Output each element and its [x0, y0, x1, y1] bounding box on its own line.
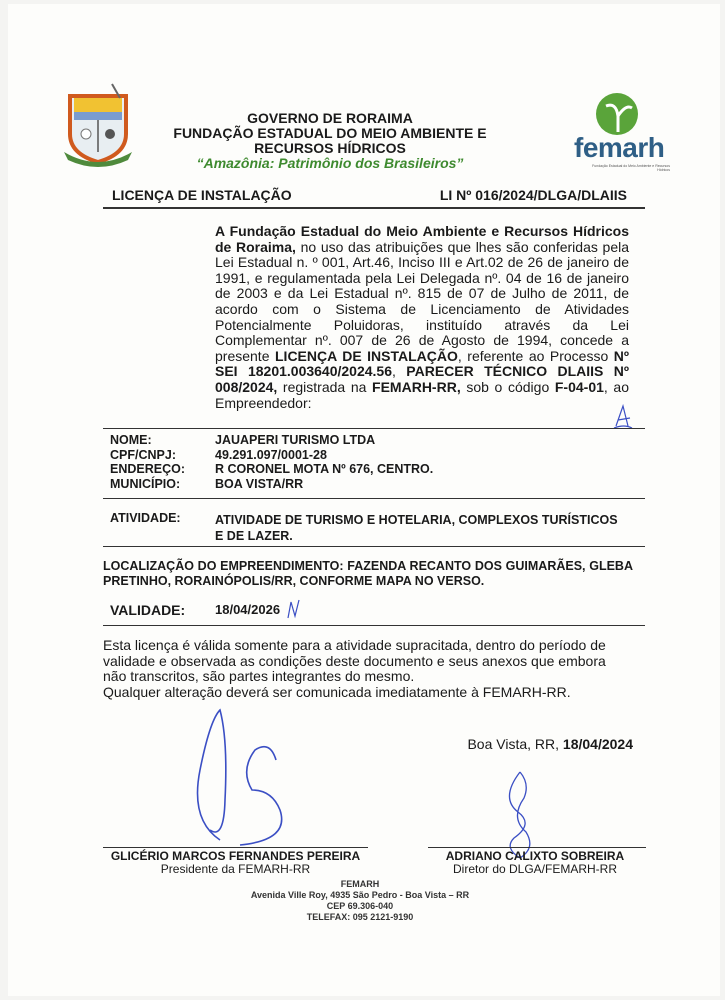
activity-line: ATIVIDADE DE TURISMO E HOTELARIA, COMPLEXOS TURÍSTICOS: [215, 513, 618, 527]
closing-paragraph: Qualquer alteração deverá ser comunicada imediatamente à FEMARH-RR.: [103, 683, 571, 700]
paragraph-segment: F-04-01: [554, 378, 604, 395]
femarh-leaf-icon: [592, 92, 642, 136]
paragraph-segment: LICENÇA DE INSTALAÇÃO: [275, 347, 458, 364]
activity-label: ATIVIDADE:: [110, 511, 181, 525]
activity-value: [215, 512, 618, 544]
director-name: ADRIANO CALIXTO SOBREIRA: [445, 849, 625, 863]
paragraph-segment: , ao Empreendedor:: [215, 378, 630, 411]
footer-cep: CEP 69.306-040: [326, 901, 394, 911]
place: Boa Vista, RR,: [467, 736, 563, 752]
header-government: GOVERNO DE RORAIMA: [247, 110, 413, 126]
footer-phone: TELEFAX: 095 2121-9190: [306, 912, 414, 922]
signature-line: [103, 847, 368, 848]
divider: [103, 428, 645, 429]
paragraph-segment: PARECER TÉCNICO DLAIIS Nº 008/2024,: [215, 363, 630, 395]
paragraph-segment: , referente ao Processo: [457, 347, 614, 364]
document-number: LI Nº 016/2024/DLGA/DLAIIS: [439, 187, 627, 203]
signature-line: [428, 847, 646, 848]
roraima-coat-of-arms-logo: [62, 82, 134, 170]
closing-paragraph: Esta licença é válida somente para a atividade supracitada, dentro do período de validade e observada as condições deste documento e seus anexos que embora não transcritos, são partes integrantes do mesmo.: [103, 637, 606, 685]
paragraph-segment: FEMARH-RR,: [372, 378, 461, 395]
location: LOCALIZAÇÃO DO EMPREENDIMENTO: FAZENDA RECANTO DOS GUIMARÃES, GLEBA PRETINHO, RORAINÓPOLIS/RR, CONFORME MAPA NO VERSO.: [103, 559, 633, 588]
paragraph-segment: sob o código: [460, 378, 555, 395]
field-value: 49.291.097/0001-28: [215, 447, 327, 462]
president-name: GLICÉRIO MARCOS FERNANDES PEREIRA: [110, 849, 361, 863]
field-label: CPF/CNPJ:: [110, 447, 176, 462]
divider: [103, 207, 645, 209]
field-label: ENDEREÇO:: [110, 462, 186, 476]
header-foundation-cont: RECURSOS HÍDRICOS: [254, 140, 406, 156]
paragraph-segment: ,: [392, 363, 407, 380]
license-paragraph: [215, 224, 629, 411]
field-value: JAUAPERI TURISMO LTDA: [215, 433, 376, 447]
divider: [103, 498, 645, 499]
closing-text: [103, 638, 633, 700]
footer-address: Avenida Ville Roy, 4935 São Pedro - Boa Vista – RR: [250, 890, 470, 900]
field-value: R CORONEL MOTA Nº 676, CENTRO.: [215, 462, 434, 476]
place-date: [467, 736, 633, 752]
document-title: LICENÇA DE INSTALAÇÃO: [112, 187, 292, 203]
president-signature: [180, 700, 320, 850]
divider: [103, 546, 645, 547]
footer-org: FEMARH: [340, 879, 380, 889]
paragraph-segment: Nº SEI 18201.003640/2024.56: [215, 347, 629, 380]
paragraph-segment: no uso das atribuições que lhes são conferidas pela Lei Estadual n. º 001, Art.46, Inciso III e Art.02 de 26 de janeiro de 1991, e regulamentada pela Lei Delegada nº. 04 de 16 de janeiro de 2003 e da Lei Estadual nº. 815 de 07 de Julho de 2011, de acordo com o Sistema de Licenciamento de Atividades Potencialmente Poluidoras, instituído através da Lei Complementar nº. 007 de 26 de Agosto de 1994, concede a presente: [215, 238, 629, 364]
femarh-logo-subtext: Fundação Estadual do Meio Ambiente e Recursos Hídricos: [592, 164, 670, 172]
validity-value: 18/04/2026: [215, 602, 281, 617]
validity-label: VALIDADE:: [110, 602, 186, 618]
initial-signature: [286, 598, 302, 622]
initial-signature: [612, 404, 634, 430]
divider: [103, 625, 645, 626]
femarh-logo-text: femarh: [574, 132, 665, 163]
header-foundation: FUNDAÇÃO ESTADUAL DO MEIO AMBIENTE E: [173, 125, 487, 141]
date: 18/04/2024: [562, 736, 633, 752]
president-role: Presidente da FEMARH-RR: [160, 862, 311, 876]
director-role: Diretor do DLGA/FEMARH-RR: [452, 862, 618, 876]
paragraph-segment: A Fundação Estadual do Meio Ambiente e Recursos Hídricos de Roraima,: [215, 223, 629, 255]
header-motto: “Amazônia: Patrimônio dos Brasileiros”: [196, 155, 464, 171]
field-label: MUNICÍPIO:: [110, 476, 181, 491]
paragraph-segment: registrada na: [277, 378, 373, 395]
field-value: BOA VISTA/RR: [215, 476, 304, 491]
field-label: NOME:: [110, 433, 152, 447]
femarh-logo: [570, 92, 670, 174]
activity-line: E DE LAZER.: [215, 529, 293, 543]
